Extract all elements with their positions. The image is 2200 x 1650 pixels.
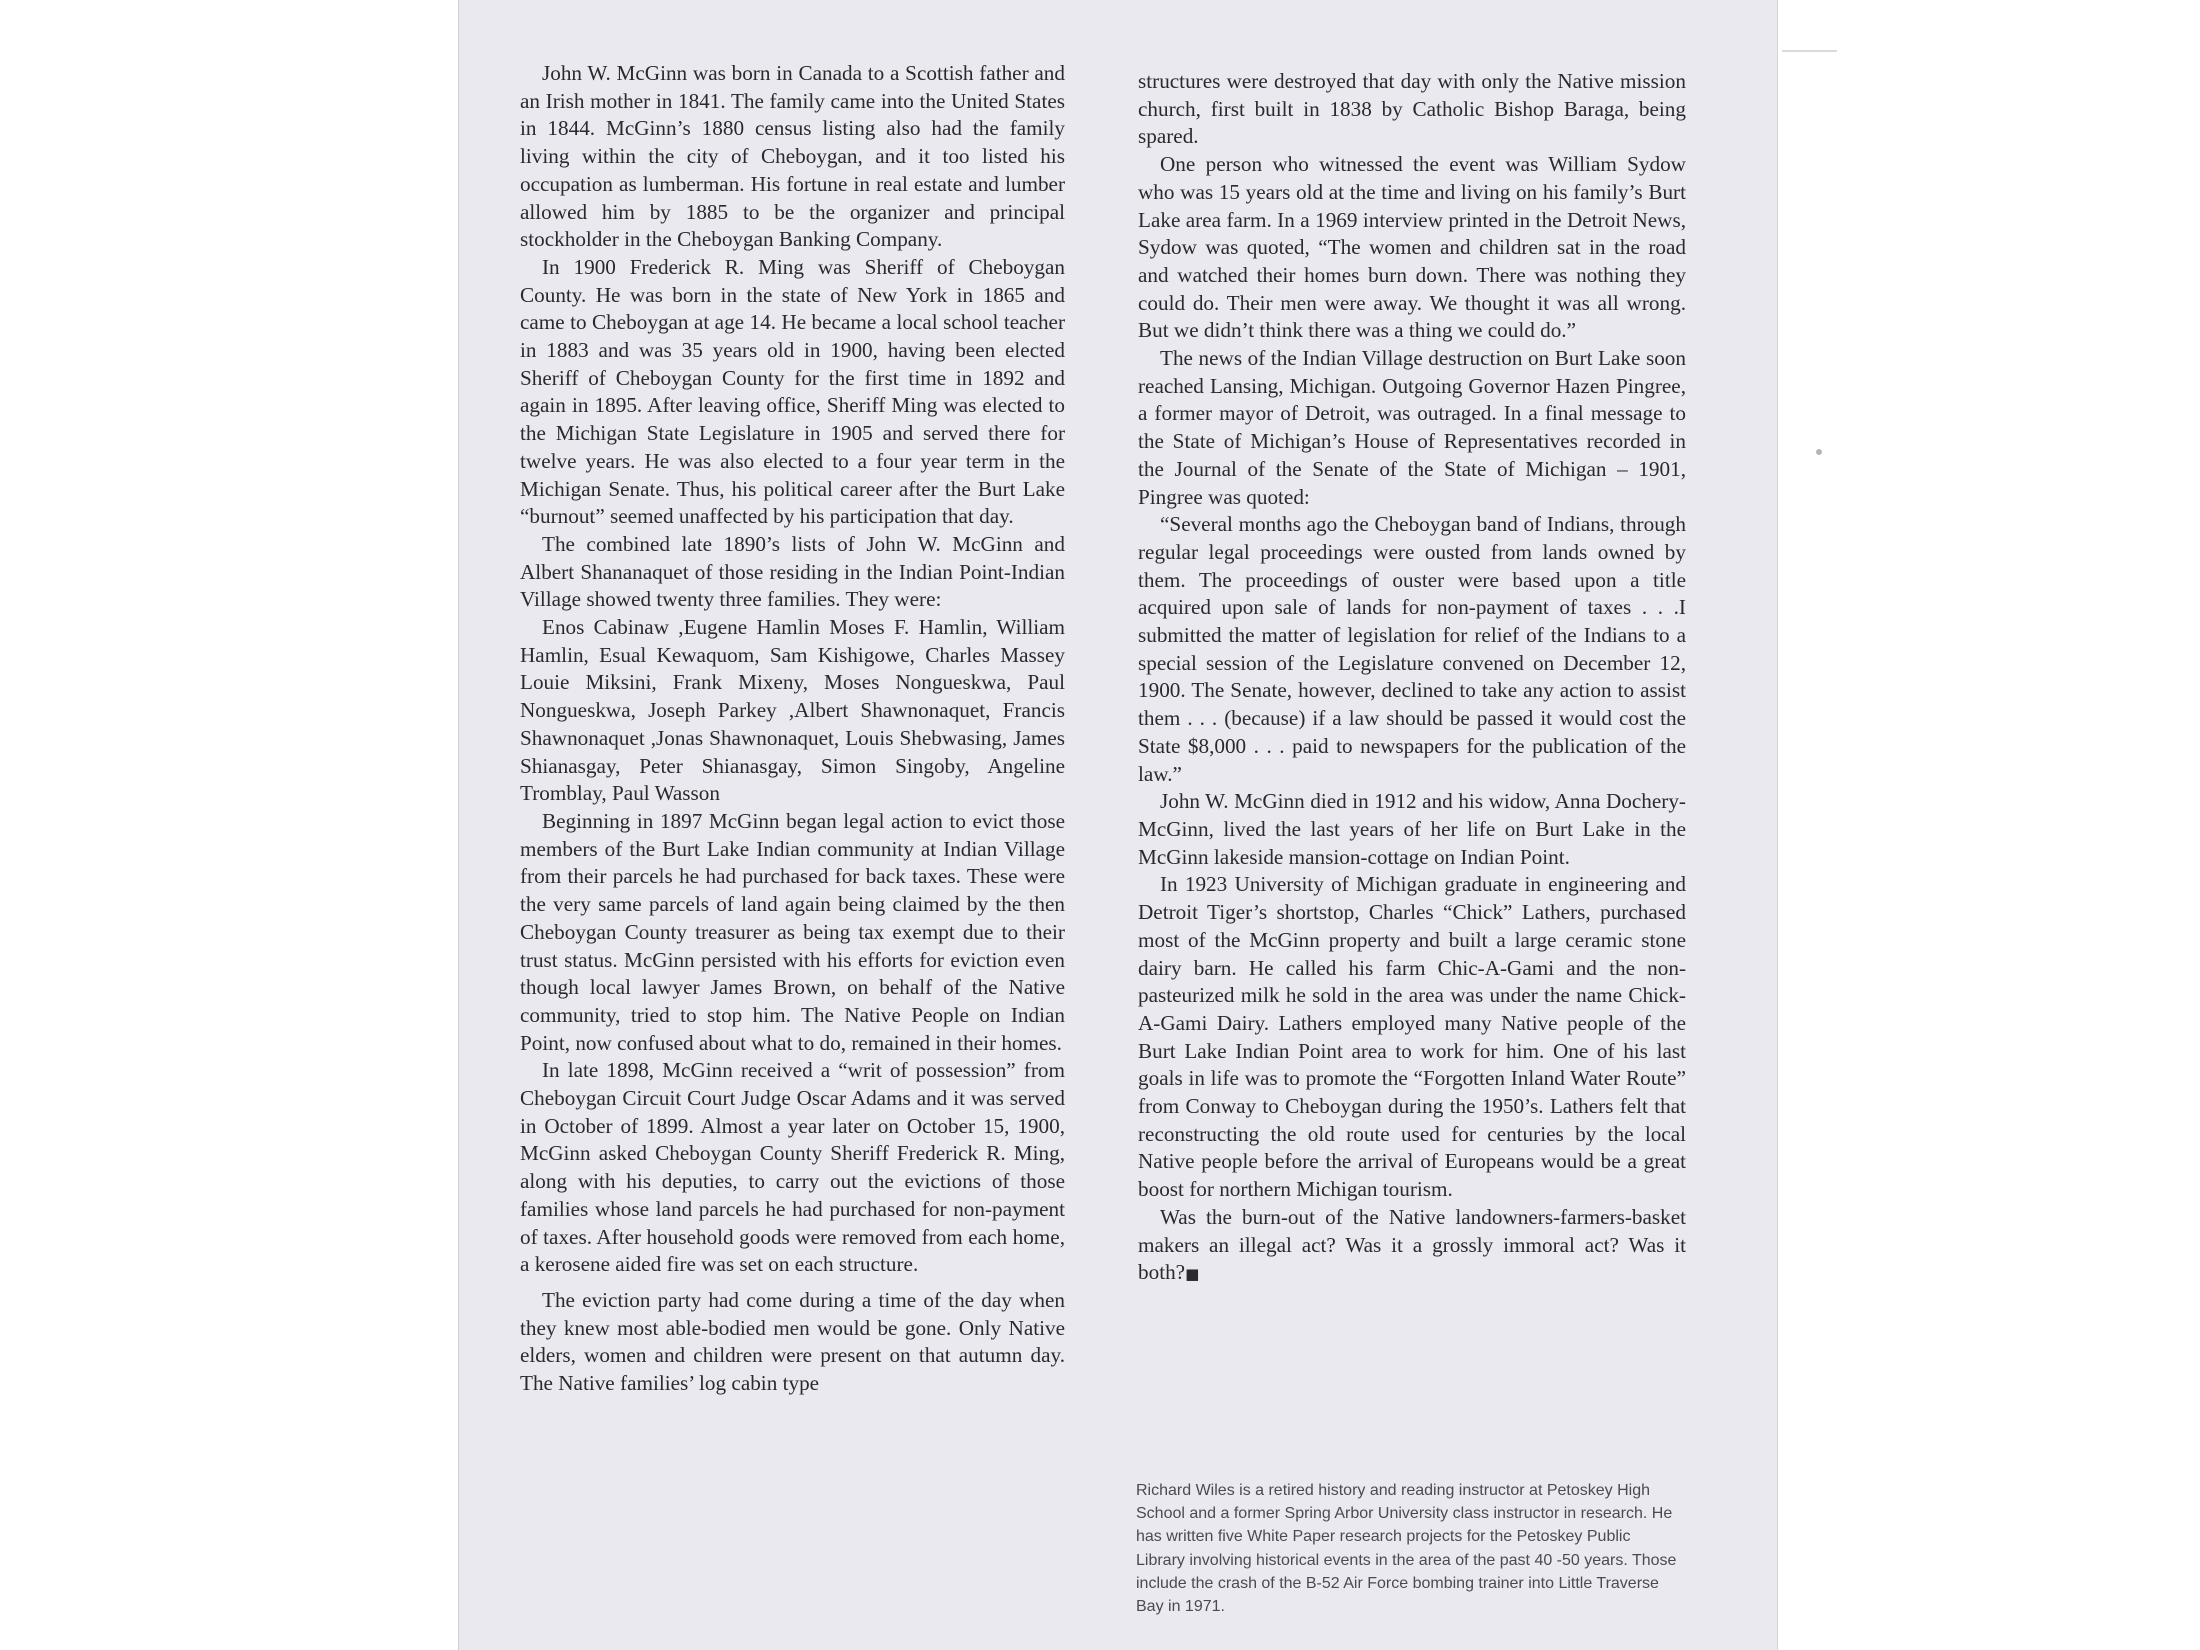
paragraph-legal-action: Beginning in 1897 McGinn began legal action to evict those members of the Burt Lake Indian community at Indian Village from their parcels he had purchased for back taxes. These were the very same parcels of land again being claimed by the then Cheboygan County treasurer as being tax exempt due to their trust status. McGinn persisted with his efforts for eviction even though local lawyer James Brown, on behalf of the Native community, tried to stop him. The Native People on Indian Point, now confused about what to do, remained in their homes. (520, 808, 1065, 1055)
paragraph-eviction-party: The eviction party had come during a time of the day when they knew most able-bodied men would be gone. Only Native elders, women and children were present on that autumn day. The Native families’ log cabin type (520, 1287, 1065, 1396)
paragraph-closing-question (1138, 1204, 1686, 1289)
end-of-article-icon: ■ (1185, 1265, 1200, 1284)
paragraph-writ-of-possession: In late 1898, McGinn received a “writ of possession” from Cheboygan Circuit Court Judge Oscar Adams and it was served in October of 1899. Almost a year later on October 15, 1900, McGinn asked Cheboygan County Sheriff Frederick R. Ming, along with his deputies, to carry out the evictions of those families whose land parcels he had purchased for non-payment of taxes. After household goods were removed from each home, a kerosene aided fire was set on each structure. (520, 1058, 1065, 1277)
paragraph-sydow-witness: One person who witnessed the event was William Sydow who was 15 years old at the time and living on his family’s Burt Lake area farm. In a 1969 interview printed in the Detroit News, Sydow was quoted, “The women and children sat in the road and watched their homes burn down. There was nothing they could do. Their men were away. We thought it was all wrong. But we didn’t think there was a thing we could do.” (1138, 152, 1686, 343)
paragraph-pingree-quote: “Several months ago the Cheboygan band of Indians, through regular legal proceedings were ousted from lands owned by them. The proceedings of ouster were based upon a title acquired upon sale of lands for non-payment of taxes . . .I submitted the matter of legislation for relief of the Indians to a special session of the Legislature convened on December 12, 1900. The Senate, however, declined to take any action to assist them . . . (because) if a law should be passed it would cost the State $8,000 . . . paid to newspapers for the publication of the law.” (1138, 512, 1686, 786)
paragraph-church-spared: structures were destroyed that day with only the Native mission church, first built in 1838 by Catholic Bishop Baraga, being spared. (1138, 69, 1686, 149)
paragraph-sheriff-ming: In 1900 Frederick R. Ming was Sheriff of Cheboygan County. He was born in the state of New York in 1865 and came to Cheboygan at age 14. He became a local school teacher in 1883 and was 35 years old in 1900, having been elected Sheriff of Cheboygan County for the first time in 1892 and again in 1895. After leaving office, Sheriff Ming was elected to the Michigan State Legislature in 1905 and served there for twelve years. He was also elected to a four year term in the Michigan Senate. Thus, his political career after the Burt Lake “burnout” seemed unaffected by his participation that day. (520, 254, 1065, 529)
page-edge-line (1782, 50, 1837, 52)
paragraph-mcginn-death: John W. McGinn died in 1912 and his widow, Anna Dochery-McGinn, lived the last years of her life on Burt Lake in the McGinn lakeside mansion-cottage on Indian Point. (1138, 789, 1686, 869)
article-column-left (520, 60, 1065, 1398)
article-column-right (1138, 68, 1686, 1289)
paragraph-lathers: In 1923 University of Michigan graduate in engineering and Detroit Tiger’s shortstop, Charles “Chick” Lathers, purchased most of the McGinn property and built a large ceramic stone dairy barn. He called his farm Chic-A-Gami and the non-pasteurized milk he sold in the area was under the name Chick-A-Gami Dairy. Lathers employed many Native people of the Burt Lake Indian Point area to work for him. One of his last goals in life was to promote the “Forgotten Inland Water Route” from Conway to Cheboygan during the 1950’s. Lathers felt that reconstructing the old route used for centuries by the local Native people before the arrival of Europeans would be a great boost for northern Michigan tourism. (1138, 872, 1686, 1202)
scan-speck (1816, 449, 1822, 455)
author-bio: Richard Wiles is a retired history and reading instructor at Petoskey High School and a former Spring Arbor University class instructor in research. He has written five White Paper research projects for the Petoskey Public Library involving historical events in the area of the past 40 -50 years. Those include the crash of the B-52 Air Force bombing trainer into Little Traverse Bay in 1971. (1136, 1482, 1677, 1616)
paragraph-pingree-outraged: The news of the Indian Village destruction on Burt Lake soon reached Lansing, Michigan. Outgoing Governor Hazen Pingree, a former mayor of Detroit, was outraged. In a final message to the State of Michigan’s House of Representatives recorded in the Journal of the Senate of the State of Michigan – 1901, Pingree was quoted: (1138, 346, 1686, 509)
paragraph-family-names: Enos Cabinaw ,Eugene Hamlin Moses F. Hamlin, William Hamlin, Esual Kewaquom, Sam Kishigowe, Charles Massey Louie Miksini, Frank Mixeny, Moses Nongueskwa, Paul Nongueskwa, Joseph Parkey ,Albert Shawnonaquet, Francis Shawnonaquet ,Jonas Shawnonaquet, Louis Shebwasing, James Shianasgay, Peter Shianasgay, Simon Singoby, Angeline Tromblay, Paul Wasson (520, 615, 1065, 806)
closing-question-text: Was the burn-out of the Native landowners-farmers-basket makers an illegal act? Was it a grossly immoral act? Was it both? (1138, 1204, 1686, 1285)
paragraph-mcginn-origins: John W. McGinn was born in Canada to a Scottish father and an Irish mother in 1841. The family came into the United States in 1844. McGinn’s 1880 census listing also had the family living within the city of Cheboygan, and it too listed his occupation as lumberman. His fortune in real estate and lumber allowed him by 1885 to be the organizer and principal stockholder in the Cheboygan Banking Company. (520, 61, 1065, 252)
paragraph-family-lists: The combined late 1890’s lists of John W. McGinn and Albert Shananaquet of those residing in the Indian Point-Indian Village showed twenty three families. They were: (520, 531, 1065, 612)
